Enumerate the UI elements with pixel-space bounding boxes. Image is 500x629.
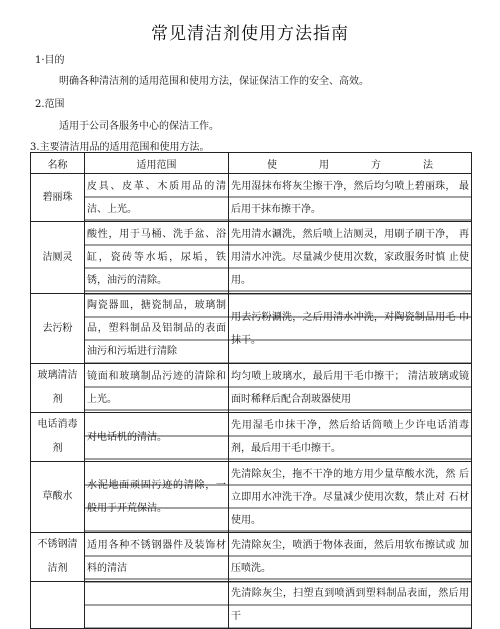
cell-scope: 水泥地面顽固污迹的清除，一般用于开荒保洁。 — [85, 462, 229, 533]
section-heading-purpose: 1·目的 — [35, 55, 65, 66]
cell-scope: 对电话机的清洁。 — [85, 413, 229, 462]
cell-method: 先用清水涮洗，然后喷上洁厕灵，用刷子刷干净， 再用清水冲洗。尽量减少使用次数，家政服务时慎 止使用。 — [229, 222, 472, 294]
table-row — [31, 364, 472, 413]
cell-method: 先用湿毛巾抹干净，然后给话筒喷上少许电话消毒剂，最后用干毛巾擦干。 — [229, 413, 472, 462]
table-row — [31, 413, 472, 462]
cell-method: 均匀喷上玻璃水，最后用干毛巾擦干； 清洁玻璃或镜面时稀释后配合刮玻器使用 — [229, 364, 472, 413]
cell-name: 碧丽珠 — [31, 174, 85, 222]
cell-method: 先清除灰尘，拖不干净的地方用少量草酸水洗，然 后立即用水冲洗干净。尽量减少使用次数，禁止对 石材使用。 — [229, 462, 472, 533]
table-row — [31, 533, 472, 582]
table-header-row — [31, 153, 472, 174]
table-row — [31, 294, 472, 364]
section-heading-scope: 2.范围 — [35, 99, 65, 110]
section-body-purpose: 明确各种清洁剂的适用范围和使用方法，保证保洁工作的安全、高效。 — [59, 76, 369, 87]
cell-method: 先清除灰尘，扫塑直到喷洒到塑料制品表面，然后用 干 — [229, 582, 472, 629]
cell-scope: 皮具、皮革、木质用品的清洁、上光。 — [85, 174, 229, 222]
header-scope: 适用范围 — [85, 153, 229, 174]
cell-name: 草酸水 — [31, 462, 85, 533]
cell-scope: 适用各种不锈钢器件及装饰材料的清洁 — [85, 533, 229, 582]
table-row — [31, 174, 472, 222]
cell-scope: 酸性，用于马桶、洗手盆、浴缸，瓷砖等水垢，尿垢，铁锈，油污的清除。 — [85, 222, 229, 294]
table-row — [31, 222, 472, 294]
cell-name: 去污粉 — [31, 294, 85, 364]
table-row — [31, 462, 472, 533]
cleaner-table — [30, 152, 472, 629]
cell-scope: 镜面和玻璃制品污迹的清除和上光。 — [85, 364, 229, 413]
cell-name: 洁厕灵 — [31, 222, 85, 294]
cell-name: 电话消毒剂 — [31, 413, 85, 462]
section-heading-table: 3.主要清洁用品的适用范围和使用方法。 — [30, 142, 210, 153]
cell-method: 先用湿抹布将灰尘擦干净，然后均匀喷上碧丽珠， 最后用干抹布擦干净。 — [229, 174, 472, 222]
header-name: 名称 — [31, 153, 85, 174]
section-body-scope: 适用于公司各服务中心的保洁工作。 — [59, 121, 219, 132]
cell-name: 玻璃清洁剂 — [31, 364, 85, 413]
cell-method: 用去污粉涮洗，之后用清水冲洗，对陶瓷制品用毛 巾抹干。 — [229, 294, 472, 364]
cell-scope: 陶瓷器皿，搪瓷制品，玻璃制品，塑料制品及铝制品的表面油污和污垢进行清除 — [85, 294, 229, 364]
table-row — [31, 582, 472, 629]
cell-method: 先清除灰尘，喷洒于物体表面，然后用软布擦试或 加压喷洗。 — [229, 533, 472, 582]
document-title: 常见清洁剂使用方法指南 — [151, 24, 349, 44]
header-method: 使 用 方 法 — [229, 153, 472, 174]
cell-name — [31, 582, 85, 629]
cell-scope — [85, 582, 229, 629]
cell-name: 不锈钢清洁剂 — [31, 533, 85, 582]
